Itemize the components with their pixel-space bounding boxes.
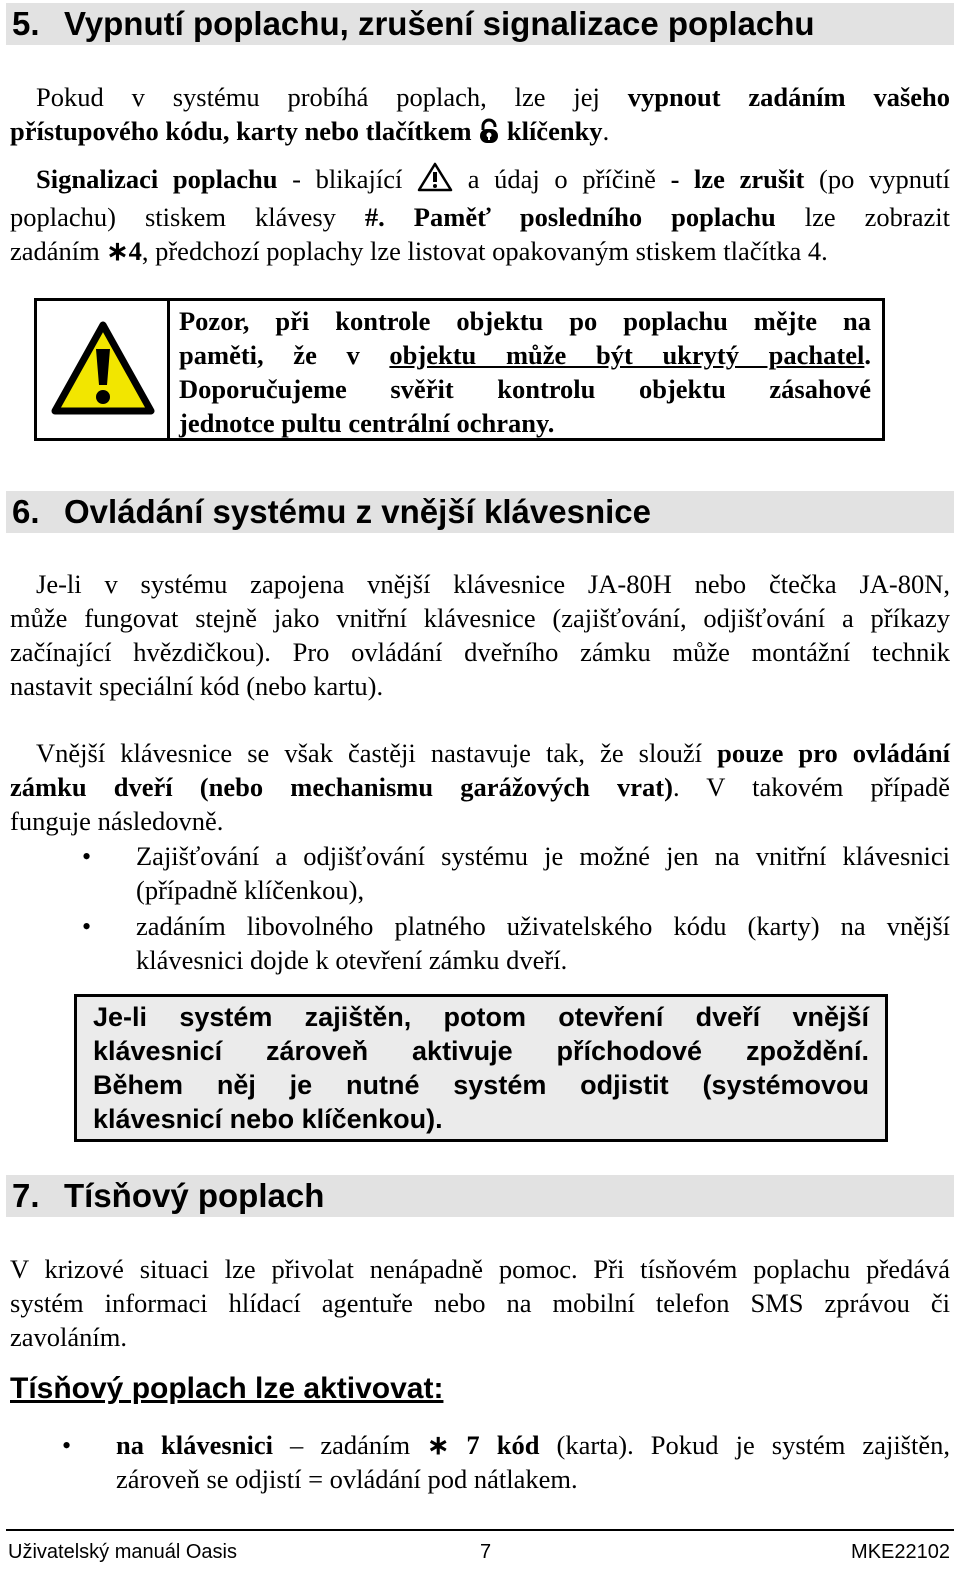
- section-7-paragraph-1: V krizové situaci lze přivolat nenápadně pomoc. Při tísňovém poplachu předává systém informaci hlídací agentuře nebo na mobilní telefon SMS zprávou či zavoláním.: [10, 1254, 950, 1352]
- warning-triangle-icon: [417, 162, 453, 200]
- bullet-marker: •: [82, 842, 92, 871]
- subheading: Tísňový poplach lze aktivovat:: [10, 1372, 444, 1405]
- section-6-heading: [6, 491, 954, 533]
- warning-triangle-icon: [49, 319, 157, 419]
- footer-rule: [6, 1529, 954, 1531]
- footer-manual-title: Uživatelský manuál Oasis: [8, 1541, 237, 1563]
- warning-text: Pozor, při kontrole objektu po poplachu mějte na paměti, že v objektu může být ukrytý pachatel. Doporučujeme svěřit kontrolu objektu zásahové jednotce pultu centrální ochrany.: [179, 306, 871, 438]
- section-6-paragraph-1: Je-li v systému zapojena vnější klávesnice JA-80H nebo čtečka JA-80N, může fungovat stejně jako vnitřní klávesnice (zajišťování, odjišťování a příkazy začínající hvězdičkou). Pro ovládání dveřního zámku může montážní technik nastavit speciální kód (nebo kartu).: [10, 569, 950, 701]
- section-7-heading: [6, 1175, 954, 1217]
- bullet-marker: •: [62, 1431, 72, 1460]
- bullet-marker: •: [82, 912, 92, 941]
- section-6-paragraph-2: Vnější klávesnice se však častěji nastavuje tak, že slouží pouze pro ovládání zámku dveří (nebo mechanismu garážových vrat). V takovém případě funguje následovně.: [10, 738, 951, 836]
- bullet-item: zadáním libovolného platného uživatelského kódu (karty) na vnější klávesnici dojde k otevření zámku dveří.: [136, 911, 950, 975]
- bullet-item: na klávesnici – zadáním ∗ 7 kód (karta). Pokud je systém zajištěn, zároveň se odjistí = ovládání pod nátlakem.: [116, 1430, 950, 1494]
- footer-page-number: 7: [480, 1541, 492, 1563]
- section-5-paragraph-1: Pokud v systému probíhá poplach, lze jej vypnout zadáním vašeho přístupového kódu, karty nebo tlačítkem klíčenky.: [10, 80, 950, 152]
- note-text: Je-li systém zajištěn, potom otevření dveří vnější klávesnicí zároveň aktivuje příchodové zpoždění. Během něj je nutné systém odjistit (systémovou klávesnicí nebo klíčenkou).: [93, 1002, 869, 1134]
- warning-icon-cell: [37, 301, 170, 438]
- section-5-paragraph-2: Signalizaci poplachu - blikající a údaj o příčině - lze zrušit (po vypnutí poplachu) stiskem klávesy #. Paměť posledního poplachu lze zobrazit zadáním ∗4, předchozí poplachy lze listovat opakovaným stiskem tlačítka 4.: [10, 164, 950, 266]
- section-title: Tísňový poplach: [64, 1177, 325, 1214]
- padlock-icon: [478, 118, 500, 152]
- section-title: Vypnutí poplachu, zrušení signalizace poplachu: [64, 5, 815, 42]
- section-number: 7.: [12, 1177, 40, 1214]
- section-number: 6.: [12, 493, 40, 530]
- note-box: [74, 994, 888, 1142]
- footer-doc-code: MKE22102: [851, 1541, 950, 1563]
- section-number: 5.: [12, 5, 40, 42]
- section-title: Ovládání systému z vnější klávesnice: [64, 493, 651, 530]
- section-5-heading: [6, 3, 954, 45]
- bullet-item: Zajišťování a odjišťování systému je možné jen na vnitřní klávesnici (případně klíčenkou),: [136, 841, 950, 905]
- warning-box: [34, 298, 885, 441]
